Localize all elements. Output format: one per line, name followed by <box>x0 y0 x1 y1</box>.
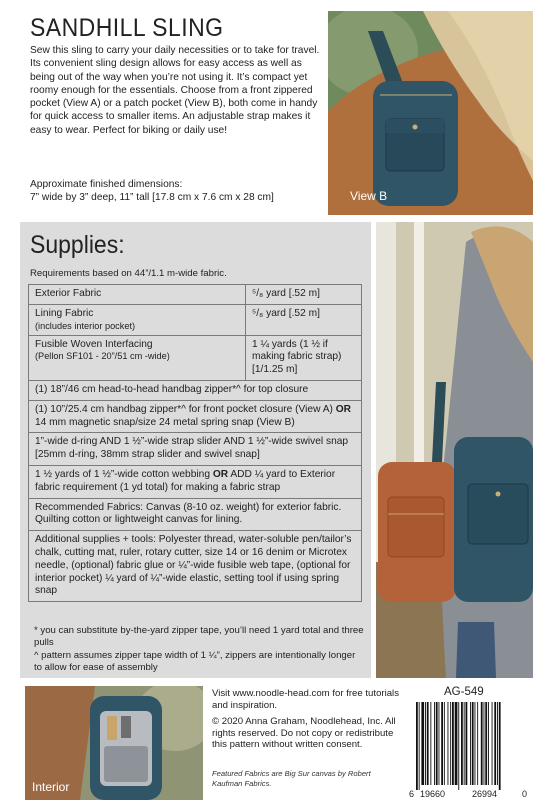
barcode-bar <box>481 702 483 785</box>
supply-item: Fusible Woven Interfacing (Pellon SF101 - 20”/51 cm -wide) <box>29 335 246 380</box>
supply-item: Lining Fabric (includes interior pocket) <box>29 304 246 335</box>
view-b-caption: View B <box>350 189 388 203</box>
barcode-bar <box>419 702 420 790</box>
sling-bag-photo-illustration <box>328 11 533 215</box>
barcode-bar <box>492 702 493 785</box>
barcode-bar <box>466 702 468 785</box>
fabric-requirements-note: Requirements based on 44”/1.1 m-wide fabric. <box>30 268 227 279</box>
footnote-zipper-tape: * you can substitute by-the-yard zipper tape, you’ll need 1 yard total and three pulls <box>34 625 364 649</box>
supplies-title: Supplies: <box>30 231 125 259</box>
supply-additional-tools: Additional supplies + tools: Polyester thread, water-soluble pen/tailor’s chalk, cutting mat, ruler, rotary cutter, size 14 or 16 denim or Microtex needle, (optional) fabric glue or ¼”-wide fusible web tape, (optional for interior pocket) ¼ yard of ¼”-wide elastic, setting tool if using spring snap <box>29 531 362 602</box>
supply-quantity: ⁵/₈ yard [.52 m] <box>246 285 362 305</box>
barcode-bar <box>494 702 496 785</box>
supply-quantity: ⁵/₈ yard [.52 m] <box>246 304 362 335</box>
barcode-digit-suffix: 0 <box>522 789 528 799</box>
table-row <box>29 433 362 466</box>
barcode-bar <box>421 702 424 785</box>
copyright-notice: © 2020 Anna Graham, Noodlehead, Inc. All rights reserved. Do not copy or redistribute this pattern without written consent. <box>212 716 396 751</box>
barcode-bar <box>436 702 438 785</box>
website-note: Visit www.noodle-head.com for free tutorials and inspiration. <box>212 688 399 711</box>
barcode-digit-prefix: 6 <box>409 789 415 799</box>
table-row <box>29 335 362 380</box>
interior-caption: Interior <box>32 780 70 794</box>
two-bags-photo-illustration <box>376 222 533 678</box>
pattern-description: Sew this sling to carry your daily necessities or to take for travel. Its convenient sling design allows for easy access as well as being out of the way when you’re not using it. It’s compact yet roomy enough for the essentials. Choose from a front zippered pocket (View A) or a patch pocket (View B), both come in handy for quick access to smaller items. An adjustable strap makes it easy to wear. Perfect for biking or daily use! <box>30 45 320 136</box>
photo-view-b <box>328 11 533 215</box>
barcode-bar <box>470 702 471 785</box>
barcode-bars <box>406 700 531 800</box>
barcode-bar <box>484 702 485 785</box>
barcode <box>406 700 531 800</box>
supply-strap: 1 ½ yards of 1 ½”-wide cotton webbing OR ADD ¼ yard to Exterior fabric requirement (1 yd total) for making a fabric strap <box>29 465 362 498</box>
barcode-bar <box>427 702 429 785</box>
supply-item-detail: (includes interior pocket) <box>35 320 136 331</box>
barcode-bar <box>444 702 445 785</box>
barcode-bar <box>430 702 431 785</box>
barcode-digits-right: 26994 <box>472 789 498 799</box>
barcode-bar <box>455 702 458 785</box>
supplies-footnotes <box>34 625 364 674</box>
pattern-code: AG-549 <box>444 686 484 698</box>
photo-interior <box>25 686 203 800</box>
supply-item-detail: (Pellon SF101 - 20”/51 cm -wide) <box>35 351 170 362</box>
barcode-bar <box>441 702 443 785</box>
barcode-bar <box>448 702 449 785</box>
barcode-bar <box>416 702 418 790</box>
barcode-bar <box>499 702 501 790</box>
table-row <box>29 400 362 433</box>
table-row <box>29 465 362 498</box>
supply-item: Exterior Fabric <box>29 285 246 305</box>
barcode-bar <box>434 702 435 785</box>
barcode-bar <box>488 702 489 785</box>
barcode-bar <box>439 702 440 785</box>
supply-front-closure: (1) 10”/25.4 cm handbag zipper*^ for front pocket closure (View A) OR 14 mm magnetic snap/size 24 metal spring snap (View B) <box>29 400 362 433</box>
table-row <box>29 285 362 305</box>
supply-hardware: 1”-wide d-ring AND 1 ½”-wide strap slider AND 1 ½”-wide swivel snap [25mm d-ring, 38mm strap slider and swivel snap] <box>29 433 362 466</box>
barcode-bar <box>461 702 463 785</box>
barcode-bar <box>472 702 474 785</box>
supply-zipper-top: (1) 18”/46 cm head-to-head handbag zipper*^ for top closure <box>29 380 362 400</box>
barcode-bar <box>485 702 487 785</box>
table-row <box>29 498 362 531</box>
supply-quantity: 1 ¼ yards (1 ½ if making fabric strap) [1/1.25 m] <box>246 335 362 380</box>
finished-dimensions <box>30 178 327 205</box>
featured-fabrics-note: Featured Fabrics are Big Sur canvas by Robert Kaufman Fabrics. <box>212 769 371 788</box>
barcode-bar <box>452 702 454 785</box>
barcode-bar <box>425 702 426 785</box>
barcode-bar <box>497 702 498 785</box>
footnote-zipper-width: ^ pattern assumes zipper tape width of 1 ¼”, zippers are intentionally longer to allow for ease of assembly <box>34 649 356 673</box>
pattern-title: SANDHILL SLING <box>30 14 224 42</box>
barcode-digits-left: 19660 <box>420 789 446 799</box>
barcode-bar <box>477 702 478 785</box>
supply-recommended-fabrics: Recommended Fabrics: Canvas (8-10 oz. weight) for exterior fabric. Quilting cotton or lightweight canvas for lining. <box>29 498 362 531</box>
photo-two-bags <box>376 222 533 678</box>
table-row <box>29 531 362 602</box>
dimensions-label: Approximate finished dimensions: <box>30 179 183 190</box>
barcode-bar <box>458 702 459 790</box>
barcode-bar <box>450 702 451 785</box>
table-row <box>29 304 362 335</box>
barcode-bar <box>464 702 465 785</box>
supplies-table <box>28 284 362 602</box>
barcode-bar <box>475 702 476 785</box>
table-row <box>29 380 362 400</box>
dimensions-value: 7” wide by 3” deep, 11” tall [17.8 cm x 7.6 cm x 28 cm] <box>30 192 274 204</box>
